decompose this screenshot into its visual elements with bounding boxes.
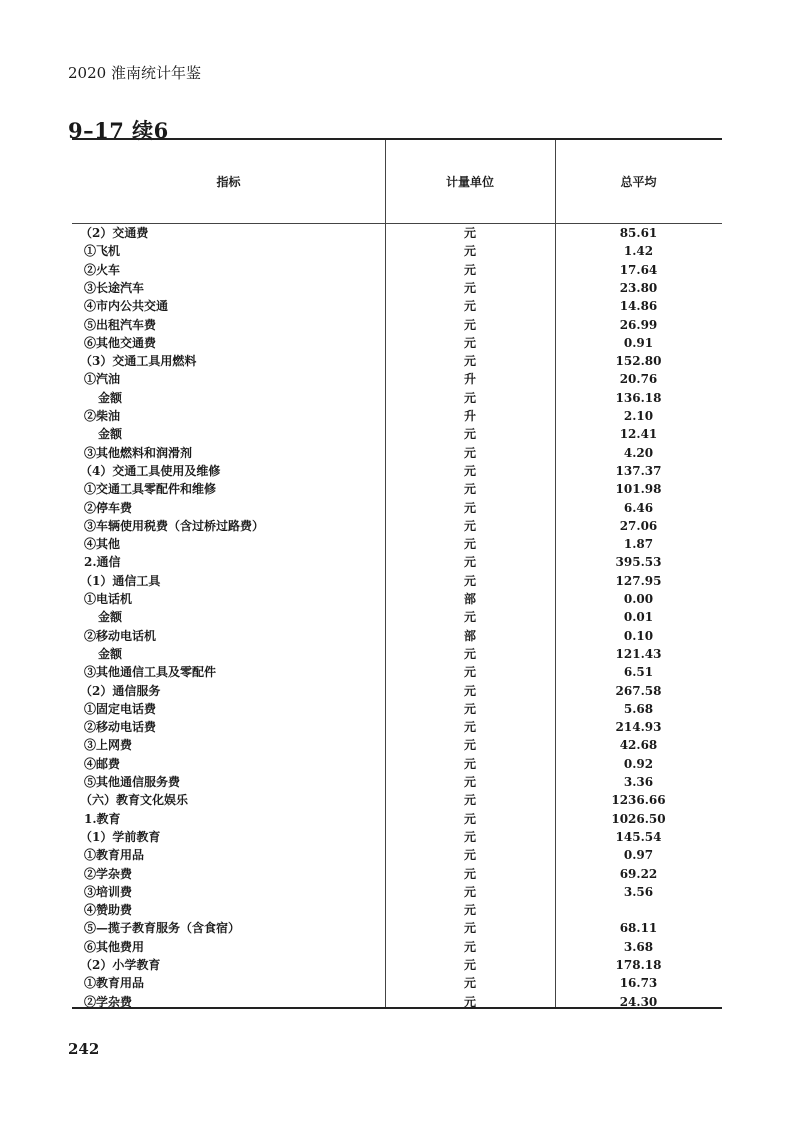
table-row	[72, 407, 722, 425]
row-value: 5.68	[623, 701, 654, 716]
row-unit: 元	[463, 665, 476, 680]
row-label: ③车辆使用税费（含过桥过路费）	[84, 518, 265, 533]
row-value: 152.80	[615, 354, 662, 369]
table-row	[72, 865, 722, 883]
row-unit: 元	[463, 335, 476, 350]
row-value: 23.80	[619, 280, 658, 295]
row-label: ③其他燃料和润滑剂	[84, 445, 193, 460]
row-unit: 元	[463, 921, 476, 936]
row-label: 金额	[98, 610, 123, 625]
row-unit: 升	[463, 372, 476, 387]
row-label: ①电话机	[84, 592, 133, 606]
table-row	[72, 352, 722, 370]
row-value: 14.86	[619, 299, 658, 314]
row-unit: 元	[463, 775, 476, 789]
row-label: 金额	[98, 390, 123, 405]
row-value: 101.98	[615, 482, 662, 497]
row-unit: 元	[463, 226, 476, 240]
column-header-unit: 计量单位	[445, 175, 494, 189]
row-label: ①交通工具零配件和维修	[84, 482, 217, 497]
row-label: ③上网费	[84, 738, 133, 753]
row-unit: 元	[463, 701, 476, 716]
row-value: 69.22	[619, 866, 658, 881]
table-row	[72, 242, 722, 260]
table-row	[72, 718, 722, 736]
row-label: ②火车	[84, 262, 121, 277]
row-value: 26.99	[619, 317, 658, 332]
row-label: ②移动电话机	[84, 628, 157, 643]
row-label: ③其他通信工具及零配件	[84, 665, 217, 680]
row-value: 24.30	[619, 994, 658, 1009]
table-row	[72, 682, 722, 700]
table-row	[72, 974, 722, 992]
row-label: （六）教育文化娱乐	[80, 793, 189, 808]
row-unit: 部	[463, 628, 476, 643]
table-row	[72, 700, 722, 718]
table-row	[72, 370, 722, 388]
page-number: 242	[68, 1040, 100, 1058]
row-label: （1）学前教育	[80, 829, 161, 844]
row-value: 0.10	[623, 628, 654, 643]
row-label: ④市内公共交通	[84, 299, 169, 314]
row-value: 0.92	[623, 756, 654, 771]
row-value: 1.87	[623, 537, 654, 552]
row-value: 6.46	[623, 500, 654, 515]
row-unit: 元	[463, 445, 476, 460]
table-row	[72, 773, 722, 791]
statistics-table	[72, 138, 722, 1009]
row-unit: 元	[463, 939, 476, 954]
row-label: ①教育用品	[84, 976, 145, 991]
row-unit: 元	[463, 555, 476, 570]
row-unit: 元	[463, 299, 476, 314]
row-label: （2）交通费	[80, 226, 149, 240]
row-label: 1.教育	[84, 811, 121, 826]
row-label: ⑤—揽子教育服务（含食宿）	[84, 921, 241, 936]
table-row	[72, 810, 722, 828]
row-value: 178.18	[615, 958, 662, 972]
table-row	[72, 663, 722, 681]
row-value: 27.06	[619, 518, 658, 533]
table-row	[72, 608, 722, 626]
row-value: 214.93	[615, 720, 662, 735]
row-value: 121.43	[615, 646, 662, 661]
table-row	[72, 261, 722, 279]
row-value: 0.01	[623, 610, 654, 625]
table-row	[72, 846, 722, 864]
row-value: 0.91	[623, 335, 654, 350]
row-unit: 元	[463, 683, 476, 698]
column-header-average: 总平均	[620, 175, 657, 189]
row-value: 1.42	[623, 244, 654, 259]
running-header: 2020 淮南统计年鉴	[68, 64, 201, 82]
row-value: 2.10	[623, 409, 654, 423]
row-unit: 元	[463, 500, 476, 515]
row-unit: 元	[463, 518, 476, 533]
row-label: （3）交通工具用燃料	[80, 354, 197, 369]
row-value: 136.18	[615, 390, 662, 405]
table-row	[72, 993, 722, 1011]
row-label: （1）通信工具	[80, 573, 161, 588]
table-row	[72, 828, 722, 846]
row-label: ②停车费	[84, 500, 133, 515]
table-row	[72, 645, 722, 663]
row-unit: 元	[463, 976, 476, 991]
row-unit: 元	[463, 720, 476, 735]
table-row	[72, 499, 722, 517]
row-value: 85.61	[619, 226, 658, 240]
row-label: ②柴油	[84, 409, 121, 423]
row-value: 137.37	[615, 463, 662, 478]
table-row	[72, 279, 722, 297]
table-row	[72, 297, 722, 315]
table-row	[72, 627, 722, 645]
row-value: 16.73	[619, 976, 658, 991]
row-unit: 元	[463, 738, 476, 753]
row-value: 127.95	[615, 573, 662, 588]
row-value: 42.68	[619, 738, 658, 753]
table-title: 9–17 续6	[68, 118, 169, 143]
table-row	[72, 444, 722, 462]
table-row	[72, 480, 722, 498]
row-label: ③长途汽车	[84, 280, 145, 295]
row-unit: 元	[463, 958, 476, 972]
row-label: ①教育用品	[84, 848, 145, 863]
row-unit: 元	[463, 354, 476, 369]
row-unit: 元	[463, 280, 476, 295]
row-value: 3.36	[623, 775, 654, 789]
row-label: ④其他	[84, 537, 121, 552]
row-unit: 元	[463, 903, 476, 918]
table-row	[72, 572, 722, 590]
row-value: 3.68	[623, 939, 654, 954]
table-row	[72, 736, 722, 754]
row-unit: 元	[463, 427, 476, 442]
row-unit: 元	[463, 537, 476, 552]
row-label: ①汽油	[84, 372, 121, 387]
table-row	[72, 517, 722, 535]
table-row	[72, 389, 722, 407]
row-value: 3.56	[623, 884, 654, 899]
row-unit: 元	[463, 482, 476, 497]
column-header-indicator: 指标	[216, 175, 241, 189]
row-label: ②学杂费	[84, 994, 133, 1009]
row-unit: 元	[463, 244, 476, 259]
table-row	[72, 883, 722, 901]
table-row	[72, 535, 722, 553]
row-value: 4.20	[623, 445, 654, 460]
row-label: ④赞助费	[84, 903, 133, 918]
row-value: 0.97	[623, 848, 654, 863]
row-label: 金额	[98, 427, 123, 442]
table-row	[72, 938, 722, 956]
row-label: （2）小学教育	[80, 958, 161, 972]
row-unit: 元	[463, 994, 476, 1009]
row-value: 20.76	[619, 372, 658, 387]
row-value: 1236.66	[611, 793, 666, 808]
row-label: （4）交通工具使用及维修	[80, 463, 221, 478]
row-unit: 元	[463, 646, 476, 661]
table-row	[72, 791, 722, 809]
row-unit: 元	[463, 756, 476, 771]
row-value: 1026.50	[611, 811, 666, 826]
row-label: ④邮费	[84, 756, 121, 771]
row-label: 金额	[98, 646, 123, 661]
row-unit: 元	[463, 829, 476, 844]
row-unit: 元	[463, 884, 476, 899]
row-unit: 元	[463, 811, 476, 826]
table-row	[72, 334, 722, 352]
row-unit: 部	[463, 592, 476, 606]
table-row	[72, 755, 722, 773]
row-value: 145.54	[615, 829, 662, 844]
row-unit: 元	[463, 866, 476, 881]
table-row	[72, 425, 722, 443]
row-unit: 元	[463, 610, 476, 625]
row-label: ①飞机	[84, 244, 121, 259]
table-row	[72, 956, 722, 974]
row-value: 395.53	[615, 555, 662, 570]
row-unit: 元	[463, 390, 476, 405]
row-label: ②学杂费	[84, 866, 133, 881]
row-value: 6.51	[623, 665, 654, 680]
row-value: 68.11	[619, 921, 658, 936]
row-label: ②移动电话费	[84, 720, 157, 735]
row-value: 267.58	[615, 683, 662, 698]
row-unit: 元	[463, 573, 476, 588]
table-row	[72, 919, 722, 937]
row-unit: 元	[463, 317, 476, 332]
row-unit: 元	[463, 848, 476, 863]
row-label: ③培训费	[84, 884, 133, 899]
table-row	[72, 462, 722, 480]
row-unit: 升	[463, 409, 476, 423]
row-value: 17.64	[619, 262, 658, 277]
row-value: 0.00	[623, 592, 654, 606]
row-label: 2.通信	[84, 555, 121, 570]
row-unit: 元	[463, 793, 476, 808]
table-row	[72, 553, 722, 571]
table-row	[72, 590, 722, 608]
row-label: ①固定电话费	[84, 701, 157, 716]
row-label: ⑥其他交通费	[84, 335, 157, 350]
table-row	[72, 901, 722, 919]
row-unit: 元	[463, 463, 476, 478]
row-value: 12.41	[619, 427, 658, 442]
row-label: （2）通信服务	[80, 683, 161, 698]
row-label: ⑤出租汽车费	[84, 317, 157, 332]
row-label: ⑥其他费用	[84, 939, 145, 954]
table-row	[72, 224, 722, 242]
row-label: ⑤其他通信服务费	[84, 775, 181, 789]
row-unit: 元	[463, 262, 476, 277]
table-row	[72, 316, 722, 334]
